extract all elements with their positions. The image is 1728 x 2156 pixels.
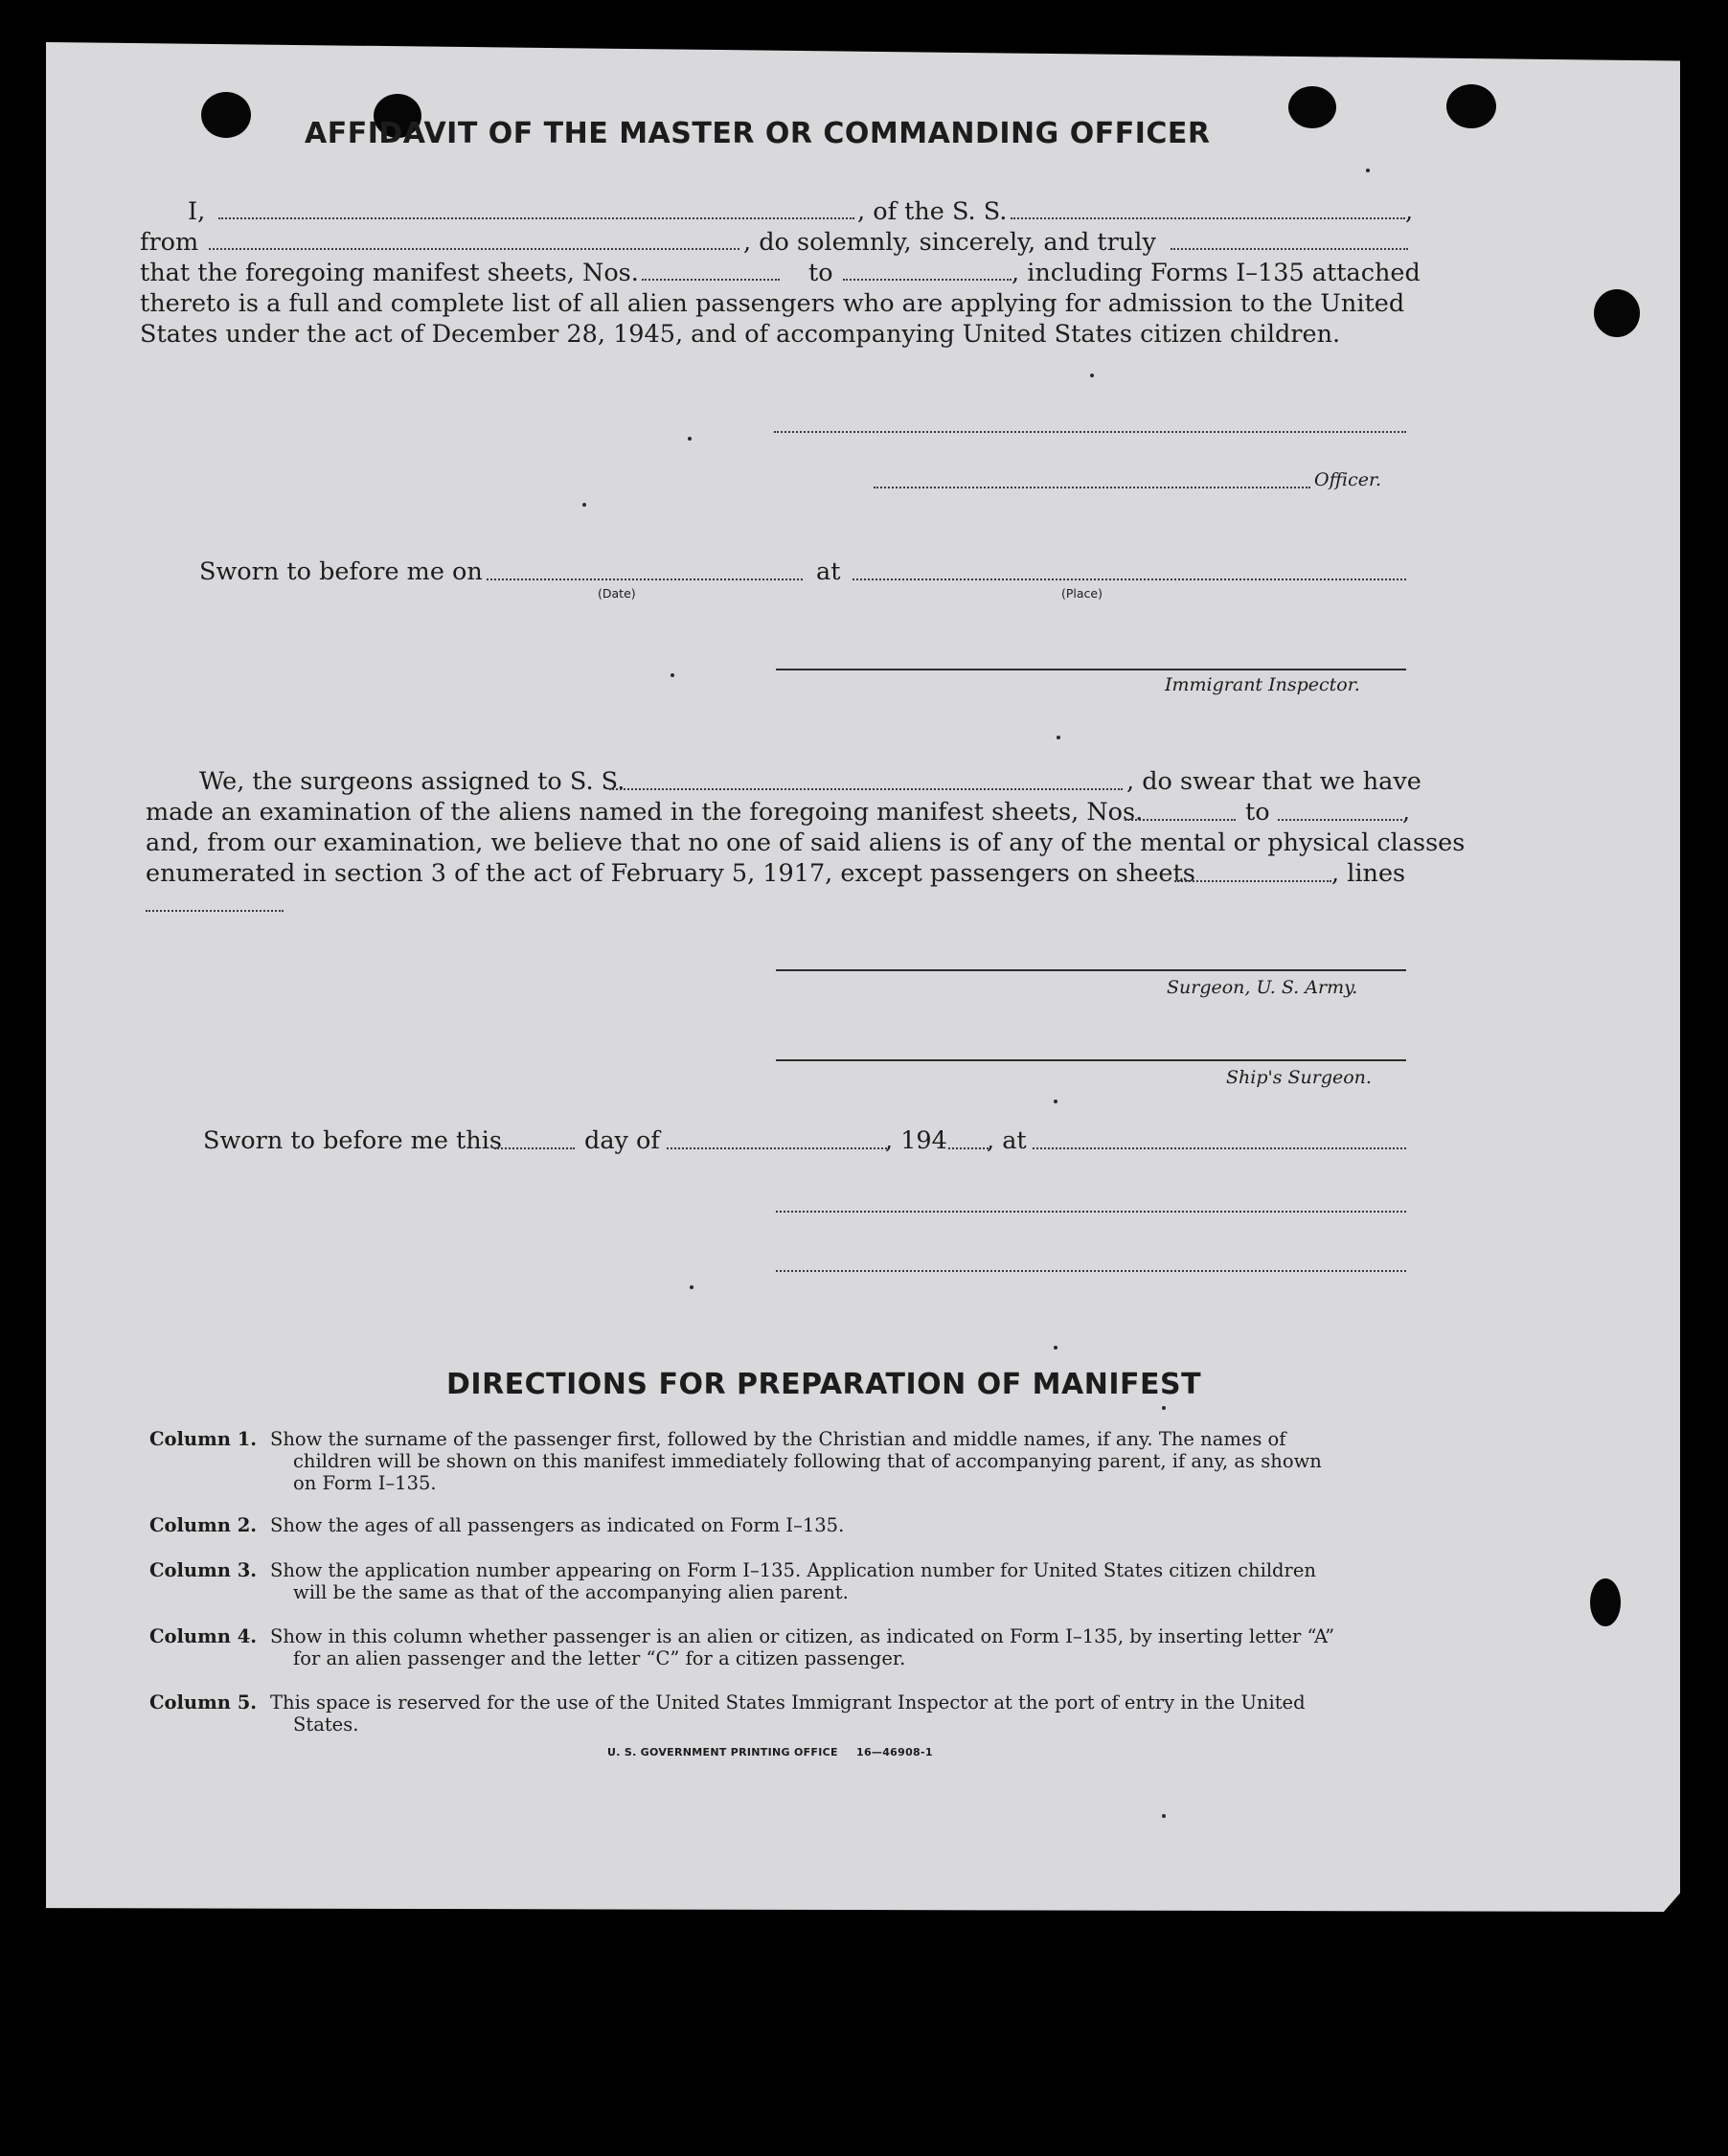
sworn-month-field[interactable] — [667, 1147, 887, 1149]
column-direction: will be the same as that of the accompanying alien parent. — [293, 1581, 849, 1603]
ink-speck — [1054, 1100, 1057, 1103]
affidavit-text: that the foregoing manifest sheets, Nos. — [140, 259, 639, 287]
inspector-label: Immigrant Inspector. — [1165, 674, 1360, 695]
sworn-label: Sworn to before me on — [199, 557, 483, 586]
affidavit-text: , of the S. S. — [857, 197, 1008, 226]
punch-hole — [1594, 289, 1640, 337]
army-surgeon-label: Surgeon, U. S. Army. — [1167, 977, 1358, 998]
affidavit-text: to — [808, 259, 833, 287]
ship-name-field[interactable] — [1011, 217, 1405, 219]
sworn-at-label: , at — [987, 1126, 1027, 1155]
column-direction: This space is reserved for the use of the United States Immigrant Inspector at the port of entry in the United — [270, 1691, 1306, 1713]
affidavit-text: States under the act of December 28, 1945, and of accompanying United States citizen children. — [140, 320, 1341, 349]
affidavit-text: , do solemnly, sincerely, and truly — [743, 228, 1156, 257]
sheets-from-field[interactable] — [642, 279, 780, 281]
exam-sheets-from-field[interactable] — [1125, 819, 1236, 821]
affidavit-text: I, — [188, 197, 206, 226]
ink-speck — [1054, 1346, 1057, 1350]
column-direction: States. — [293, 1713, 359, 1736]
sworn-day-of-label: day of — [584, 1126, 660, 1155]
master-name-field[interactable] — [218, 217, 854, 219]
ship-surgeon-signature-line[interactable] — [776, 1059, 1406, 1061]
sworn-place-field[interactable] — [853, 579, 1406, 580]
officer-title-line[interactable] — [874, 487, 1310, 488]
ink-speck — [690, 1285, 693, 1289]
punch-hole — [1288, 86, 1336, 128]
sworn-day-field[interactable] — [494, 1147, 575, 1149]
sheets-to-field[interactable] — [843, 279, 1012, 281]
column-direction: for an alien passenger and the letter “C” for a citizen passenger. — [293, 1647, 906, 1669]
column-label: Column 3. — [149, 1559, 258, 1581]
inspector-signature-line[interactable] — [776, 669, 1406, 670]
army-surgeon-signature-line[interactable] — [776, 969, 1406, 971]
sworn-year-field[interactable] — [948, 1147, 989, 1149]
sworn-at-label: at — [816, 557, 841, 586]
column-direction: Show the ages of all passengers as indicated on Form I–135. — [270, 1514, 845, 1536]
exception-lines-field[interactable] — [146, 910, 284, 912]
port-from-field[interactable] — [209, 248, 739, 250]
ship-surgeon-label: Ship's Surgeon. — [1226, 1067, 1372, 1088]
column-label: Column 2. — [149, 1514, 258, 1536]
ink-speck — [1162, 1814, 1166, 1818]
surgeons-text: We, the surgeons assigned to S. S. — [199, 767, 625, 796]
column-label: Column 5. — [149, 1691, 258, 1713]
ink-speck — [688, 437, 692, 441]
exam-sheets-to-field[interactable] — [1278, 819, 1402, 821]
surgeons-text: , do swear that we have — [1126, 767, 1421, 796]
directions-title: DIRECTIONS FOR PREPARATION OF MANIFEST — [446, 1368, 1202, 1401]
column-direction: Show the surname of the passenger first, followed by the Christian and middle names, if any. The names of — [270, 1428, 1286, 1450]
affidavit-text: , — [1405, 197, 1414, 226]
punch-hole — [1590, 1578, 1621, 1626]
place-caption: (Place) — [1061, 586, 1103, 601]
column-direction: children will be shown on this manifest immediately following that of accompanying parent, if any, as shown — [293, 1450, 1322, 1472]
ink-speck — [671, 673, 674, 677]
ink-speck — [1366, 169, 1370, 172]
printing-office-imprint: U. S. GOVERNMENT PRINTING OFFICE — [607, 1746, 838, 1759]
surgeons-text: and, from our examination, we believe that no one of said aliens is of any of the mental or physical classes — [146, 828, 1466, 857]
surgeons-text: enumerated in section 3 of the act of February 5, 1917, except passengers on sheets — [146, 859, 1195, 888]
surgeons-text: to — [1245, 798, 1270, 827]
date-caption: (Date) — [598, 586, 636, 601]
punch-hole — [201, 92, 251, 138]
affidavit-text: thereto is a full and complete list of all alien passengers who are applying for admission to the United — [140, 289, 1405, 318]
officer-signature-line[interactable] — [774, 431, 1406, 433]
column-label: Column 4. — [149, 1625, 258, 1647]
inspector-signature-line[interactable] — [776, 1211, 1406, 1213]
surgeons-text: made an examination of the aliens named in the foregoing manifest sheets, Nos. — [146, 798, 1144, 827]
punch-hole — [1446, 84, 1496, 128]
sworn-date-field[interactable] — [487, 579, 803, 580]
officer-label: Officer. — [1314, 469, 1382, 490]
sworn-place-field[interactable] — [1033, 1147, 1406, 1149]
column-label: Column 1. — [149, 1428, 258, 1450]
column-direction: on Form I–135. — [293, 1472, 437, 1494]
ink-speck — [1090, 374, 1094, 377]
sworn-year-label: , 194 — [885, 1126, 947, 1155]
ink-speck — [1057, 736, 1060, 739]
surgeons-text: , — [1402, 798, 1411, 827]
sworn-label: Sworn to before me this — [203, 1126, 502, 1155]
column-direction: Show the application number appearing on Form I–135. Application number for United States citizen children — [270, 1559, 1316, 1581]
surgeon-ship-field[interactable] — [609, 788, 1123, 790]
column-direction: Show in this column whether passenger is an alien or citizen, as indicated on Form I–135, by inserting letter “A” — [270, 1625, 1335, 1647]
truly-field[interactable] — [1171, 248, 1408, 250]
affidavit-text: , including Forms I–135 attached — [1012, 259, 1421, 287]
form-code: 16—46908-1 — [856, 1746, 933, 1759]
ink-speck — [582, 503, 586, 507]
exception-sheets-field[interactable] — [1174, 880, 1331, 882]
surgeons-text: , lines — [1331, 859, 1406, 888]
affidavit-text: from — [140, 228, 199, 257]
affidavit-title: AFFIDAVIT OF THE MASTER OR COMMANDING OFFICER — [305, 117, 1211, 150]
inspector-title-line[interactable] — [776, 1270, 1406, 1272]
ink-speck — [1162, 1406, 1166, 1410]
